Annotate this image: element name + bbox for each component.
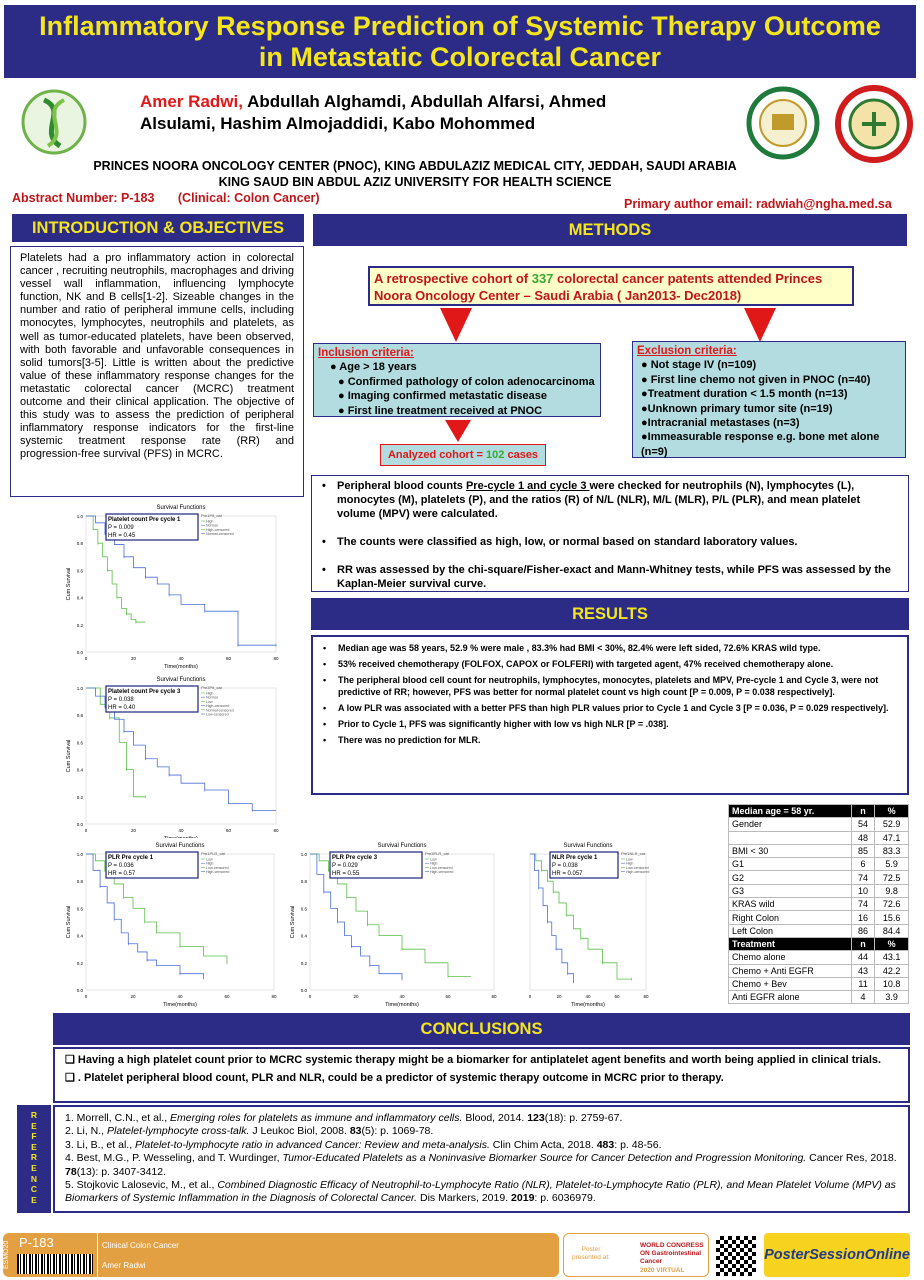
y-tick-label: 0.2 (300, 960, 307, 966)
table-cell: G3 (729, 884, 852, 897)
legend-entry: Normal-censored (206, 708, 234, 713)
table-cell: 84.4 (875, 924, 909, 937)
y-tick-label: 0.2 (76, 794, 83, 800)
table-cell: 4 (851, 991, 874, 1004)
methods-bullet: • The counts were classified as high, low, or normal based on standard laboratory values. (320, 535, 900, 549)
footer-bar (3, 1233, 559, 1277)
title-banner (4, 5, 916, 78)
x-tick-label: 60 (614, 994, 620, 999)
table-cell: 3.9 (875, 991, 909, 1004)
p-value: P = 0.038 (552, 863, 578, 869)
hazard-ratio: HR = 0.55 (332, 871, 360, 877)
results-bullet: • A low PLR was associated with a better PFS than high PLR values prior to Cycle 1 and Cycle 3 [P = 0.036, P = 0.029 respectively]. (321, 702, 899, 715)
table-cell: KRAS wild (729, 898, 852, 911)
y-tick-label: 0.0 (300, 988, 307, 993)
table-row (729, 898, 909, 911)
arrow-to-analyzed (445, 420, 471, 442)
analyzed-text-b: cases (504, 449, 539, 461)
table-cell (729, 831, 852, 844)
conclusion-text: . Platelet peripheral blood count, PLR and NLR, could be a predictor of systemic therapy outcome in MCRC prior to therapy. (77, 1072, 724, 1084)
ref-side-letter: E (31, 1141, 37, 1152)
exclusion-item: ●Intracranial metastases (n=3) (641, 417, 800, 430)
reference-item: 2. Li, N., Platelet-lymphocyte cross-talk. J Leukoc Biol, 2008. 83(5): p. 1069-78. (65, 1125, 434, 1138)
track-label: Clinical Colon Cancer (102, 1241, 179, 1250)
cohort-count: 337 (531, 271, 554, 286)
legend-entry: Low (206, 857, 213, 862)
methods-bullet-1b: were checked for neutrophils (N), lymphocytes (L), monocytes (M), platelets (P), and the ratios (R) of N/L (NLR), M/L (MLR), P/L (PLR), and mean platelet volume (MPV) were calculated. (337, 480, 861, 520)
x-tick-label: 20 (130, 828, 137, 833)
y-tick-label: 0.0 (76, 988, 83, 993)
x-tick-label: 80 (271, 994, 277, 999)
p-value: P = 0.036 (108, 863, 134, 869)
legend-title: Pre1NLR_cat (621, 851, 646, 856)
y-tick-label: 0.0 (76, 650, 83, 655)
y-tick-label: 0.0 (76, 822, 83, 827)
reference-item: 5. Stojkovic Lalosevic, M., et al., Combined Diagnostic Efficacy of Neutrophil-to-Lymphocyte Ratio (NLR), Platelet-to-Lymphocyte Ratio (PLR), and Mean Platelet Volume (MPV) as Biomarkers of Systemic Inflammation in the Diagnosis of Colorectal Cancer. Dis Markers, 2019. 2019: p. 6036979. (65, 1179, 896, 1205)
authors-line-2: Alsulami, Hashim Almojaddidi, Kabo Mohommed (140, 114, 536, 133)
institution-2: KING SAUD BIN ABDUL AZIZ UNIVERSITY FOR HEALTH SCIENCE (218, 175, 612, 189)
references-label (17, 1105, 51, 1213)
legend-title: Pre1PLR_cat (201, 851, 225, 856)
y-axis-label: Cum Survival (66, 905, 72, 939)
km-chart-plr-c1 (62, 838, 282, 1010)
footer-divider (97, 1233, 98, 1277)
qr-code[interactable] (716, 1236, 756, 1276)
table-row (729, 951, 909, 964)
side-code: ESMO20 (3, 1240, 10, 1270)
table-row (729, 805, 909, 818)
methods-heading: METHODS (313, 214, 907, 246)
y-tick-label: 1.0 (76, 686, 83, 691)
pnoc-logo (8, 86, 88, 158)
y-tick-label: 0.8 (300, 879, 307, 885)
abstract-info (12, 191, 320, 205)
x-tick-label: 20 (130, 656, 137, 661)
table-row (729, 937, 909, 950)
exclusion-item: ●Treatment duration < 1.5 month (n=13) (641, 388, 848, 401)
x-tick-label: 0 (84, 656, 88, 661)
title-line-2: in Metastatic Colorectal Cancer (258, 42, 662, 72)
congress-badge (563, 1233, 709, 1277)
results-bullet: • The peripheral blood cell count for neutrophils, lymphocytes, monocytes, platelets and MPV, Pre-cycle 1 and Cycle 3, were not predictive of RR; however, PFS was better for normal platelet count vs high count [P = 0.009, P = 0.038 respectively]. (321, 674, 899, 700)
p-value: P = 0.038 (108, 697, 134, 703)
ref-side-letter: R (30, 1110, 38, 1120)
legend-entry: Normal (206, 523, 218, 528)
table-cell: G2 (729, 871, 852, 884)
stat-box-title: NLR Pre cycle 1 (552, 855, 598, 861)
p-value: P = 0.029 (332, 863, 358, 869)
ksau-logo (746, 86, 820, 160)
methods-bullet: • RR was assessed by the chi-square/Fisher-exact and Mann-Whitney tests, while PFS was assessed by the Kaplan-Meier survival curve. (320, 563, 900, 591)
table-cell: Chemo + Bev (729, 977, 852, 990)
poster-code: P-183 (19, 1235, 54, 1250)
chart-title: Survival Functions (156, 677, 206, 683)
intro-text: Platelets had a pro inflammatory action in colorectal cancer , recruiting neutrophils, macrophages and driving vessel wall inflammation, influencing lymphocyte function, NK and B cells[1-2]. Sizeable changes in the number and ratio of peripheral immune cells, including monocytes, lymphocytes, neutrophils and platelets, as well as tumor-educated platelets, have been observed, with both favorable and unfavorable consequences in solid tumors[3-5]. Little is written about the predictive value of these inflammatory response changes for the metastatic colorectal cancer (MCRC) treatment outcome and their clinical application. The objective of this study was to assess the prediction of peripheral inflammatory response indicators for the first-line systemic treatment response rate (RR) and progression-free survival (PFS) in MCRC. (10, 246, 304, 497)
legend-title: Pre1Plt_cat (201, 513, 222, 518)
table-cell: 6 (851, 858, 874, 871)
y-tick-label: 1.0 (300, 852, 307, 857)
table-cell: Chemo alone (729, 951, 852, 964)
table-row (729, 991, 909, 1004)
table-row (729, 844, 909, 857)
results-bullet: • Prior to Cycle 1, PFS was significantly higher with low vs high NLR [P = .038]. (321, 718, 899, 731)
inclusion-label: Inclusion criteria: (318, 347, 414, 359)
table-cell: 43.1 (875, 951, 909, 964)
table-row (729, 911, 909, 924)
legend-entry: High (206, 861, 214, 866)
x-tick-label: 60 (445, 994, 451, 999)
legend-entry: Low (206, 699, 213, 704)
table-cell: 47.1 (875, 831, 909, 844)
legend-entry: High-censored (626, 870, 650, 875)
y-tick-label: 1.0 (76, 852, 83, 857)
authors-line-1: Abdullah Alghamdi, Abdullah Alfarsi, Ahmed (242, 92, 607, 111)
exclusion-item: ●Immeasurable response e.g. bone met alone (n=9) (641, 431, 880, 458)
cohort-text-b: colorectal cancer patents attended Princes Noora Oncology Center – Saudi Arabia ( Jan2013- Dec2018) (374, 271, 823, 303)
abstract-number: Abstract Number: P-183 (12, 191, 155, 205)
ref-side-letter: F (31, 1131, 37, 1142)
table-row (729, 858, 909, 871)
y-tick-label: 0.6 (76, 906, 83, 912)
table-cell: 10 (851, 884, 874, 897)
y-axis-label: Cum Survival (66, 567, 72, 601)
x-tick-label: 0 (528, 994, 532, 999)
inclusion-item: ● Age > 18 years (330, 361, 417, 374)
ngha-logo (834, 84, 914, 164)
ref-side-letter: E (31, 1194, 37, 1205)
results-bullet: • 53% received chemotherapy (FOLFOX, CAPOX or FOLFERI) with targeted agent, 47% received chemotherapy alone. (321, 658, 899, 671)
cohort-text-a: A retrospective cohort of (374, 271, 532, 286)
x-tick-label: 40 (399, 994, 405, 999)
table-row (729, 818, 909, 831)
congress-year: 2020 VIRTUAL (640, 1267, 685, 1274)
y-tick-label: 0.6 (300, 906, 307, 912)
reference-item: 4. Best, M.G., P. Wesseling, and T. Wurdinger, Tumor-Educated Platelets as a Noninvasive Biomarker Source for Cancer Detection and Progression Monitoring. Cancer Res, 2018. 78(13): p. 3407-3412. (65, 1152, 897, 1178)
km-chart-platelet-c1 (62, 500, 284, 672)
y-tick-label: 0.8 (76, 879, 83, 885)
y-tick-label: 0.8 (76, 541, 83, 547)
table-cell: n (851, 805, 874, 818)
chart-title: Survival Functions (563, 843, 613, 849)
results-bullets (311, 635, 909, 795)
stat-box-title: PLR Pre cycle 1 (108, 855, 154, 861)
table-row (729, 977, 909, 990)
legend-entry: High (626, 861, 634, 866)
methods-bullet (320, 479, 900, 521)
methods-bullets (311, 475, 909, 592)
ref-side-letter: C (30, 1184, 38, 1195)
x-tick-label: 80 (273, 656, 279, 661)
reference-item: 3. Li, B., et al., Platelet-to-lymphocyte ratio in advanced Cancer: Review and meta-analysis. Clin Chim Acta, 2018. 483: p. 48-56. (65, 1138, 662, 1151)
y-tick-label: 1.0 (76, 514, 83, 519)
intro-heading: INTRODUCTION & OBJECTIVES (12, 214, 304, 242)
reference-item: 1. Morrell, C.N., et al., Emerging roles for platelets as immune and inflammatory cells. Blood, 2014. 123(18): p. 2759-67. (65, 1112, 623, 1124)
km-chart-platelet-c3 (62, 672, 284, 844)
table-row (729, 924, 909, 937)
legend-entry: Normal-censored (206, 532, 234, 537)
table-cell: 9.8 (875, 884, 909, 897)
table-cell: Gender (729, 818, 852, 831)
chart-title: Survival Functions (156, 505, 206, 511)
table-cell: 11 (851, 977, 874, 990)
p-value: P = 0.009 (108, 525, 134, 531)
table-cell: 16 (851, 911, 874, 924)
legend-entry: High (206, 519, 214, 524)
footer-author: Amer Radwi (102, 1261, 146, 1270)
table-cell: 74 (851, 898, 874, 911)
table-cell: 74 (851, 871, 874, 884)
table-cell: 86 (851, 924, 874, 937)
table-cell: Median age = 58 yr. (729, 805, 852, 818)
brand-text: PosterSessionOnline (764, 1247, 910, 1263)
exclusion-item: ● Not stage IV (n=109) (641, 359, 757, 372)
x-tick-label: 20 (130, 994, 136, 999)
legend-entry: Low (430, 857, 437, 862)
table-cell: G1 (729, 858, 852, 871)
results-bullet: • There was no prediction for MLR. (321, 734, 899, 747)
hazard-ratio: HR = 0.40 (108, 705, 136, 711)
legend-entry: Low-censored (430, 865, 453, 870)
results-bullet: • Median age was 58 years, 52.9 % were male , 83.3% had BMI < 30%, 82.4% were left sided, 72.6% KRAS wild type. (321, 642, 899, 655)
title-line-1: Inflammatory Response Prediction of Systemic Therapy Outcome (39, 11, 881, 41)
clinical-category: (Clinical: Colon Cancer) (177, 191, 320, 205)
inclusion-item: ● First line treatment received at PNOC (338, 404, 543, 417)
x-tick-label: 20 (556, 994, 562, 999)
demographics-table (728, 804, 909, 1004)
hazard-ratio: HR = 0.57 (108, 871, 136, 877)
x-tick-label: 0 (84, 994, 88, 999)
conclusion-item: ❑ Having a high platelet count prior to MCRC systemic therapy might be a biomarker for antiplatelet agent benefits and worth being applied in clinical trials. (65, 1054, 882, 1066)
km-chart-nlr-c1 (506, 838, 654, 1010)
congress-name: WORLD CONGRESS ON Gastrointestinal Cancer (640, 1242, 704, 1265)
y-tick-label: 0.4 (300, 933, 307, 939)
author-email: Primary author email: radwiah@ngha.med.sa (624, 197, 892, 211)
x-tick-label: 40 (178, 656, 184, 661)
legend-entry: High (430, 861, 438, 866)
table-cell: 10.8 (875, 977, 909, 990)
conclusions-box (53, 1047, 910, 1103)
chart-title: Survival Functions (377, 843, 427, 849)
table-cell: 15.6 (875, 911, 909, 924)
arrow-to-exclusion (744, 308, 776, 342)
chart-title: Survival Functions (155, 843, 205, 849)
table-cell: Anti EGFR alone (729, 991, 852, 1004)
table-cell: Right Colon (729, 911, 852, 924)
y-tick-label: 0.4 (76, 767, 83, 773)
x-tick-label: 60 (224, 994, 230, 999)
analyzed-cohort-box (380, 444, 546, 466)
legend-entry: High-censored (206, 704, 230, 709)
table-cell: 44 (851, 951, 874, 964)
table-cell: % (875, 937, 909, 950)
table-cell: Left Colon (729, 924, 852, 937)
legend-entry: High-censored (430, 870, 454, 875)
x-tick-label: 80 (491, 994, 497, 999)
legend-entry: High (206, 691, 214, 696)
x-axis-label: Time(months) (164, 664, 198, 670)
table-row (729, 964, 909, 977)
y-tick-label: 0.6 (76, 568, 83, 574)
legend-entry: Normal (206, 695, 218, 700)
table-cell: 5.9 (875, 858, 909, 871)
legend-title: Pre3PLR_cat (425, 851, 449, 856)
author-list (140, 91, 740, 135)
y-tick-label: 0.8 (76, 713, 83, 719)
legend-title: Pre3Plt_cat (201, 685, 222, 690)
table-cell: 54 (851, 818, 874, 831)
table-cell: 85 (851, 844, 874, 857)
y-tick-label: 0.6 (76, 740, 83, 746)
table-cell: % (875, 805, 909, 818)
postersessiononline-logo[interactable] (764, 1233, 910, 1277)
x-axis-label: Time(months) (385, 1002, 419, 1008)
institutions (0, 158, 830, 190)
x-tick-label: 0 (308, 994, 312, 999)
table-cell: Chemo + Anti EGFR (729, 964, 852, 977)
hazard-ratio: HR = 0.057 (552, 871, 583, 877)
x-tick-label: 60 (225, 828, 232, 833)
y-tick-label: 0.2 (76, 960, 83, 966)
hazard-ratio: HR = 0.45 (108, 533, 136, 539)
x-axis-label: Time(months) (163, 1002, 197, 1008)
y-tick-label: 0.4 (76, 933, 83, 939)
stat-box-title: PLR Pre cycle 3 (332, 855, 378, 861)
ref-side-letter: R (30, 1152, 38, 1163)
analyzed-count: 102 (486, 449, 505, 461)
y-tick-label: 0.4 (76, 595, 83, 601)
methods-bullet-1u: Pre-cycle 1 and cycle 3 (465, 480, 590, 492)
table-row (729, 831, 909, 844)
ref-side-letter: N (30, 1173, 38, 1184)
table-cell: 52.9 (875, 818, 909, 831)
results-heading: RESULTS (311, 598, 909, 630)
presented-at: Poster presented at: (572, 1246, 610, 1261)
inclusion-item: ● Imaging confirmed metastatic disease (338, 390, 547, 403)
exclusion-box (632, 341, 906, 458)
inclusion-box (313, 343, 601, 417)
y-tick-label: 0.2 (76, 622, 83, 628)
exclusion-label: Exclusion criteria: (637, 345, 737, 357)
table-cell: 72.6 (875, 898, 909, 911)
institution-1: PRINCES NOORA ONCOLOGY CENTER (PNOC), KING ABDULAZIZ MEDICAL CITY, JEDDAH, SAUDI ARABIA (93, 159, 737, 173)
table-cell: 43 (851, 964, 874, 977)
stat-box-title: Platelet count Pre cycle 3 (108, 689, 181, 695)
y-axis-label: Cum Survival (66, 739, 72, 773)
conclusion-item: ❑ . Platelet peripheral blood count, PLR and NLR, could be a predictor of systemic therapy outcome in MCRC prior to therapy. (65, 1072, 724, 1084)
first-author: Amer Radwi, (140, 92, 243, 111)
arrow-to-inclusion (440, 308, 472, 342)
ref-side-letter: E (31, 1162, 37, 1173)
conclusions-heading: CONCLUSIONS (53, 1013, 910, 1045)
ref-side-letter: E (31, 1120, 37, 1131)
exclusion-item: ● First line chemo not given in PNOC (n=40) (641, 373, 871, 386)
legend-entry: Low-censored (206, 712, 229, 717)
inclusion-item: ● Confirmed pathology of colon adenocarcinoma (338, 375, 595, 388)
km-chart-plr-c3 (286, 838, 502, 1010)
x-tick-label: 0 (84, 828, 88, 833)
y-axis-label: Cum Survival (290, 905, 296, 939)
legend-entry: High-censored (206, 527, 230, 532)
analyzed-text-a: Analyzed cohort = (387, 449, 487, 461)
methods-bullet-1a: Peripheral blood counts (337, 480, 466, 492)
x-tick-label: 40 (585, 994, 591, 999)
barcode (17, 1254, 93, 1274)
references-list (53, 1105, 910, 1213)
legend-entry: Low (626, 857, 633, 862)
legend-entry: Low-censored (626, 865, 649, 870)
x-tick-label: 60 (225, 656, 232, 661)
table-row (729, 871, 909, 884)
legend-entry: Low-censored (206, 865, 229, 870)
conclusion-text: Having a high platelet count prior to MCRC systemic therapy might be a biomarker for antiplatelet agent benefits and worth being applied in clinical trials. (77, 1054, 882, 1066)
x-tick-label: 80 (273, 828, 279, 833)
table-cell: Treatment (729, 937, 852, 950)
cohort-box (368, 266, 854, 306)
legend-entry: High-censored (206, 870, 230, 875)
x-axis-label: Time(months) (571, 1002, 605, 1008)
x-tick-label: 80 (643, 994, 649, 999)
table-cell: 42.2 (875, 964, 909, 977)
x-tick-label: 20 (353, 994, 359, 999)
table-cell: BMI < 30 (729, 844, 852, 857)
exclusion-item: ●Unknown primary tumor site (n=19) (641, 402, 833, 415)
table-cell: n (851, 937, 874, 950)
table-row (729, 884, 909, 897)
table-cell: 72.5 (875, 871, 909, 884)
table-cell: 83.3 (875, 844, 909, 857)
table-cell: 48 (851, 831, 874, 844)
x-tick-label: 40 (178, 828, 184, 833)
x-tick-label: 40 (177, 994, 183, 999)
stat-box-title: Platelet count Pre cycle 1 (108, 517, 181, 523)
